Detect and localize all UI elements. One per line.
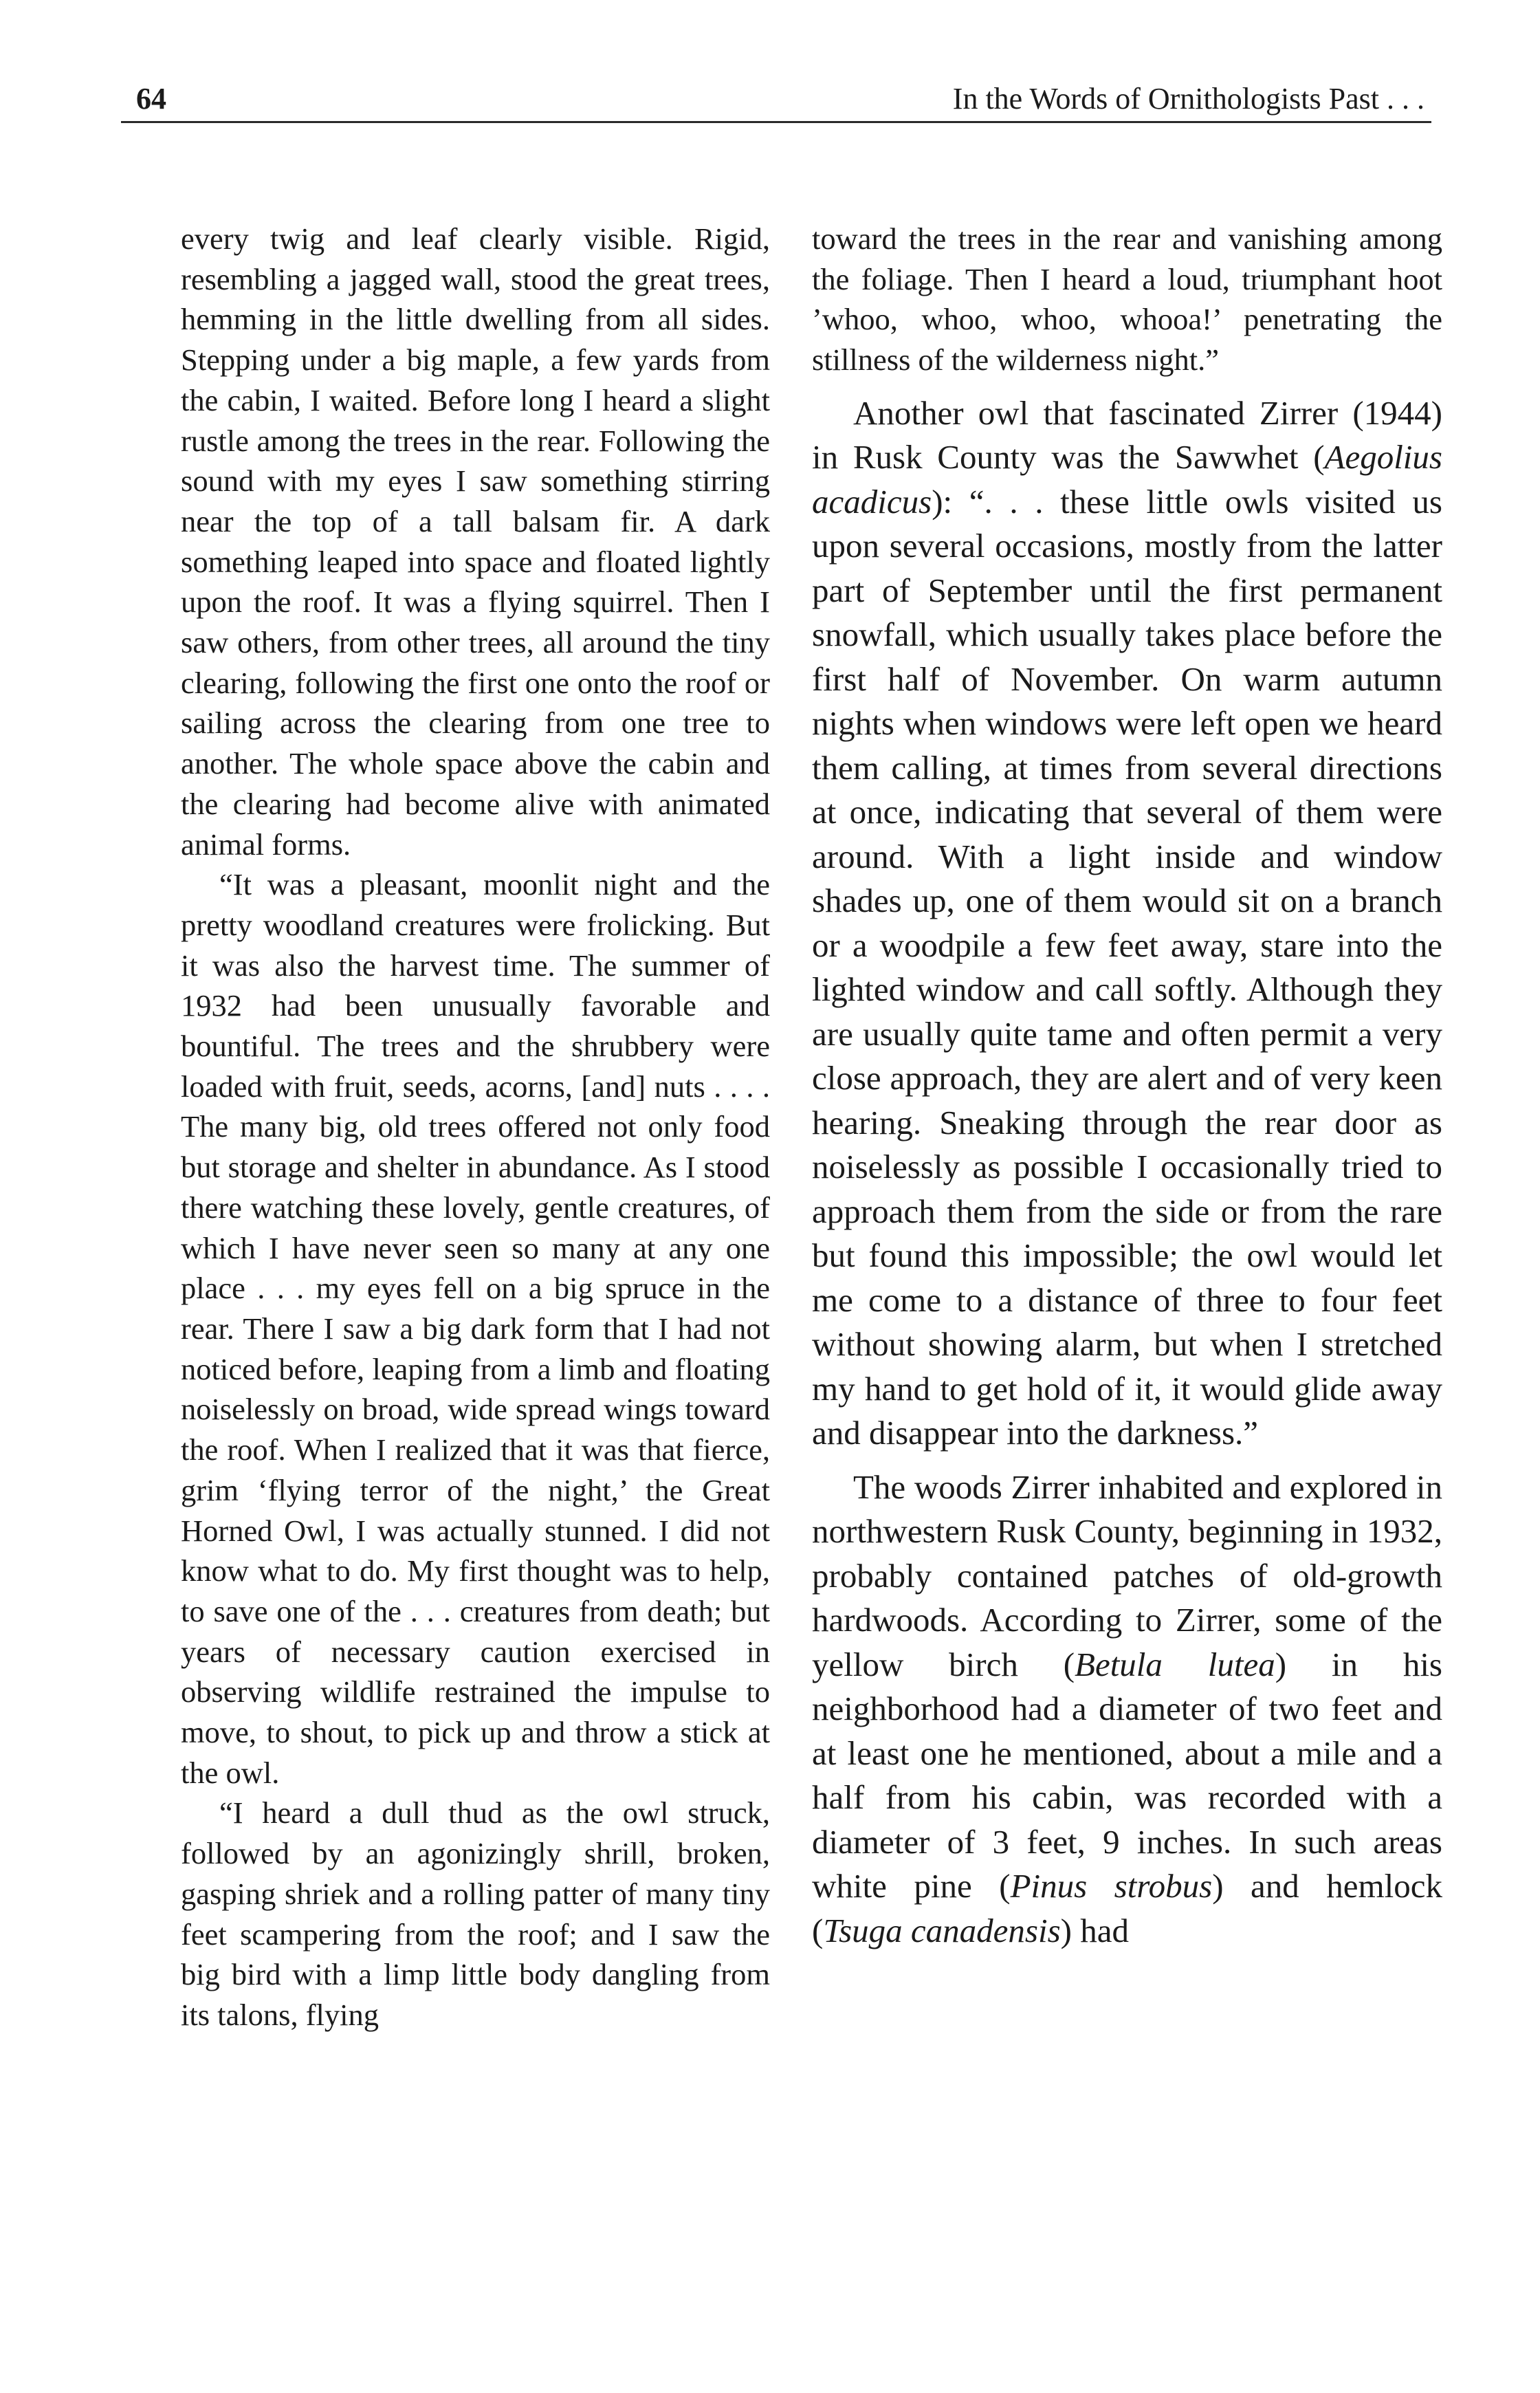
p3-text-b: ) in his neighborhood had a diameter of two feet and at least one he mentioned, about a mile and a half from his cabin, was recorded with a diameter of 3 feet, 9 inches. In such areas white pine (: [812, 1645, 1442, 1905]
left-paragraph-1: every twig and leaf clearly visible. Rigid, resembling a jagged wall, stood the great trees, hemming in the little dwelling from all sides. Stepping under a big maple, a few yards from the cabin, I waited. Before long I heard a slight rustle among the trees in the rear. Following the sound with my eyes I saw something stirring near the top of a tall balsam fir. A dark something leaped into space and floated lightly upon the roof. It was a flying squirrel. Then I saw others, from other trees, all around the tiny clearing, following the first one onto the roof or sailing across the clearing from one tree to another. The whole space above the cabin and the clearing had become alive with animated animal forms.: [181, 221, 770, 862]
species-name-sawwhet: Aegolius acadicus: [812, 438, 1442, 521]
species-name-pine: Pinus strobus: [1010, 1867, 1213, 1905]
species-name-hemlock: Tsuga canadensis: [823, 1911, 1061, 1949]
p3-text-a: The woods Zirrer inhabited and explored in northwestern Rusk County, beginning in 1932, probably contained patches of old-growth hardwoods. According to Zirrer, some of the yellow birch (: [812, 1467, 1442, 1683]
left-paragraph-3: “I heard a dull thud as the owl struck, followed by an agonizingly shrill, broken, gasping shriek and a rolling patter of many tiny feet scampering from the roof; and I saw the big bird with a limp little body dangling from its talons, flying: [181, 1795, 770, 2032]
running-title: In the Words of Ornithologists Past . . .: [952, 82, 1424, 116]
left-column: [181, 219, 770, 2035]
left-paragraph-2: “It was a pleasant, moonlit night and the pretty woodland creatures were frolicking. But it was also the harvest time. The summer of 1932 had been unusually favorable and bountiful. The trees and the shrubbery were loaded with fruit, seeds, acorns, [and] nuts . . . . The many big, old trees offered not only food but storage and shelter in abundance. As I stood there watching these lovely, gentle creatures, of which I have never seen so many at any one place . . . my eyes fell on a big spruce in the rear. There I saw a big dark form that I had not noticed before, leaping from a limb and floating noiselessly on broad, wide spread wings toward the roof. When I realized that it was that fierce, grim ‘flying terror of the night,’ the Great Horned Owl, I was actually stunned. I did not know what to do. My first thought was to help, to save one of the . . . creatures from death; but years of necessary caution exercised in observing wildlife restrained the impulse to move, to shout, to pick up and throw a stick at the owl.: [181, 867, 770, 1790]
right-column: [812, 219, 1442, 1953]
right-paragraph-3: [812, 1465, 1442, 1954]
running-header: [121, 78, 1431, 123]
species-name-birch: Betula lutea: [1075, 1645, 1275, 1683]
page-number: 64: [136, 82, 166, 116]
p3-text-c: ) and hemlock (: [812, 1867, 1442, 1949]
p3-text-d: ) had: [1060, 1911, 1129, 1949]
p2-text-b: ): “. . . these little owls visited us upon several occasions, mostly from the latter part of September until the first permanent snowfall, which usually takes place before the first half of November. On warm autumn nights when windows were left open we heard them calling, at times from several directions at once, indicating that several of them were around. With a light inside and window shades up, one of them would sit on a branch or a woodpile a few feet away, stare into the lighted window and call softly. Although they are usually quite tame and often permit a very close approach, they are alert and of very keen hearing. Sneaking through the rear door as noiselessly as possible I occasionally tried to approach them from the side or from the rare but found this impossible; the owl would let me come to a distance of three to four feet without showing alarm, but when I stretched my hand to get hold of it, it would glide away and disappear into the darkness.”: [812, 482, 1442, 1452]
p2-text-a: Another owl that fascinated Zirrer (1944) in Rusk County was the Sawwhet (: [812, 393, 1442, 477]
right-paragraph-2: [812, 391, 1442, 1456]
right-paragraph-1: toward the trees in the rear and vanishing among the foliage. Then I heard a loud, triumphant hoot ’whoo, whoo, whoo, whooa!’ penetrating the stillness of the wilderness night.”: [812, 221, 1442, 378]
